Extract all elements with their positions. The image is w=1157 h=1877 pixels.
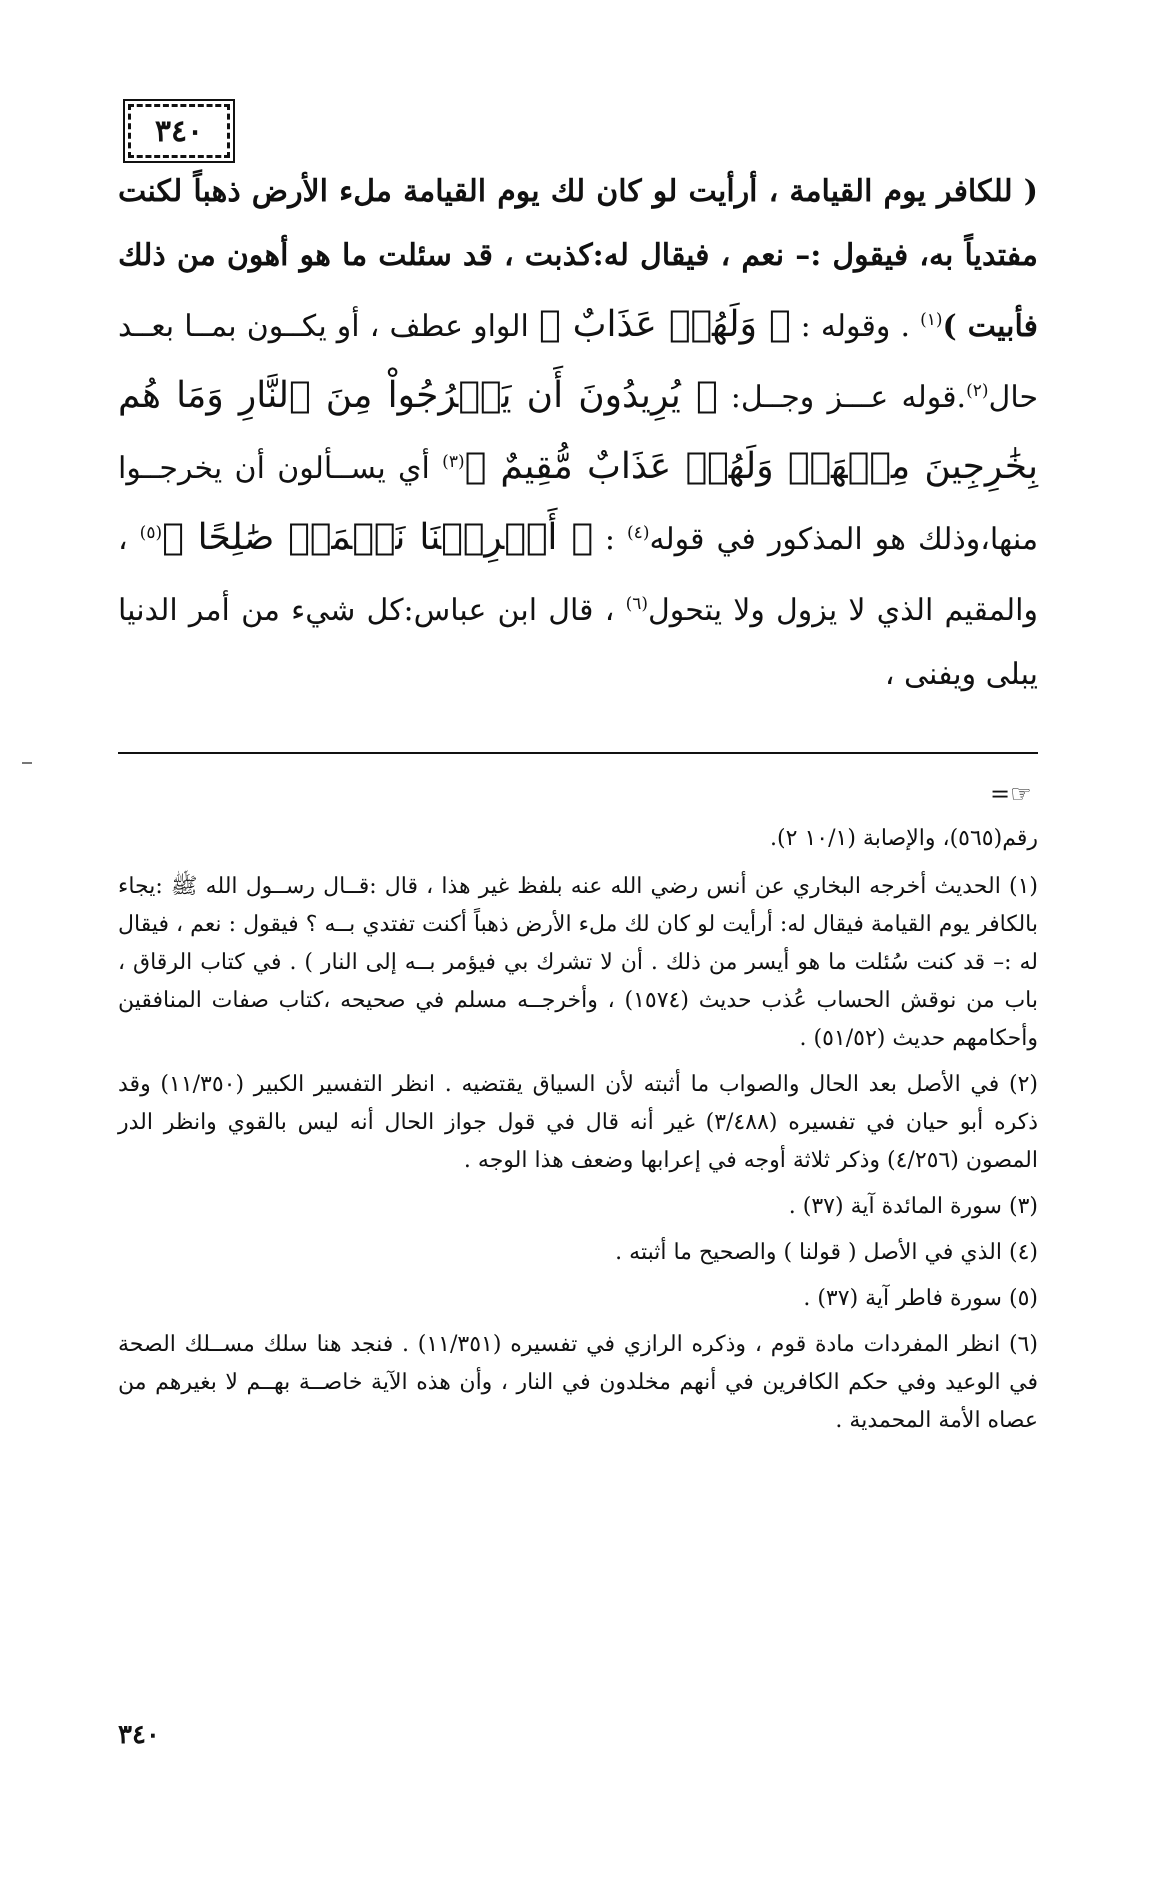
footnote-text: سورة فاطر آية (٣٧) . [803, 1286, 1002, 1311]
footnote-ref-2: (٢) [966, 381, 989, 401]
footnote-number: (٤) [1008, 1240, 1038, 1265]
footnote-number: (٣) [1008, 1194, 1038, 1219]
continuation-marker: =☞ [990, 780, 1032, 808]
text-segment-d: أي يســألون أن يخرجــوا منها،وذلك هو المذكور في قوله [118, 451, 1039, 557]
text-segment-c: .قوله عـــز وجــل: [717, 380, 967, 415]
footnote-divider [118, 752, 1038, 754]
page-number-box [128, 104, 230, 158]
footnote-number: (٢) [1009, 1072, 1039, 1097]
footnote-ref-6: (٦) [625, 594, 648, 614]
hadith-quote: ( للكافر يوم القيامة ، أرأيت لو كان لك يوم القيامة ملء الأرض ذهباً لكنت مفتدياً به، فيقول :– نعم ، فيقال له:كذبت ، قد سئلت ما هو أهون من ذلك فأبيت ) [118, 174, 1039, 344]
footnote-3 [118, 1188, 1038, 1226]
footnote-ref-4: (٤) [627, 523, 650, 543]
footnote-text: انظر المفردات مادة قوم ، وذكره الرازي في تفسيره (١١/٣٥١) . فنجد هنا سلك مســلك الصحة في الوعيد وفي حكم الكافرين في أنهم مخلدون في النار ، وأن هذه الآية خاصــة بهــم لا بغيرهم من عصاه الأمة المحمدية . [118, 1332, 1038, 1433]
quran-verse-a: ﴿ وَلَهُمۡ عَذَابٌ ﴾ [538, 304, 791, 345]
footer-page-number: ٣٤٠ [118, 1720, 160, 1750]
main-paragraph [118, 160, 1038, 707]
quran-verse-b: ﴿ يُرِيدُونَ أَن يَخۡرُجُواْ مِنَ ٱلنَّارِ وَمَا هُم بِخَٰرِجِينَ مِنۡهَاۖ وَلَهُمۡ عَذَابٌ مُّقِيمٌ ﴾ [118, 375, 1038, 487]
footnote-ref-5: (٥) [139, 523, 163, 543]
footnote-ref-1: (١) [920, 310, 943, 330]
text-segment-b: الواو عطف ، أو يكــون بمــا بعــد حال [118, 309, 1038, 415]
text-segment-a: . وقوله : [790, 309, 921, 344]
text-segment-f: ، والمقيم الذي لا يزول ولا يتحول [118, 522, 1038, 628]
header-page-number: ٣٤٠ [154, 113, 204, 149]
footnote-number: (٥) [1008, 1286, 1038, 1311]
footnote-text: سورة المائدة آية (٣٧) . [788, 1194, 1002, 1219]
footnote-text: الحديث أخرجه البخاري عن أنس رضي الله عنه بلفظ غير هذا ، قال :قــال رســول الله ﷺ :يجاء بالكافر يوم القيامة فيقال له: أرأيت لو كان لك ملء الأرض ذهباً أكنت تفتدي بــه ؟ فيقول : نعم ، فيقال له :– قد كنت سُئلت ما هو أيسر من ذلك . أن لا تشرك بي فيؤمر بــه إلى النار ) . في كتاب الرقاق ، باب من نوقش الحساب عُذب حديث (١٥٧٤) ، وأخرجــه مسلم في صحيحه ،كتاب صفات المنافقين وأحكامهم حديث (٥١/٥٢) . [118, 874, 1038, 1051]
footnote-5 [118, 1280, 1038, 1318]
footnote-number: (١) [1008, 874, 1038, 899]
main-text [118, 160, 1038, 707]
footnote-text: في الأصل بعد الحال والصواب ما أثبته لأن السياق يقتضيه . انظر التفسير الكبير (١١/٣٥٠) وقد ذكره أبو حيان في تفسيره (٣/٤٨٨) غير أنه قال في قول جواز الحال أنه ليس بالقوي وانظر الدر المصون (٤/٢٥٦) وذكر ثلاثة أوجه في إعرابها وضعف هذا الوجه . [118, 1072, 1039, 1173]
footnote-2 [118, 1066, 1038, 1180]
footnote-4 [118, 1234, 1038, 1272]
footnote-6 [118, 1326, 1038, 1440]
footnote-1 [118, 868, 1038, 1058]
footnote-continuation: رقم(٥٦٥)، والإصابة (١٠/١ ٢). [770, 826, 1038, 851]
footnote-number: (٦) [1008, 1332, 1038, 1357]
text-segment-e: : [592, 522, 628, 557]
footnote-text: الذي في الأصل ( قولنا ) والصحيح ما أثبته . [615, 1240, 1002, 1265]
margin-mark [22, 762, 32, 764]
quran-verse-c: ﴿ أَخۡرِجۡنَا نَعۡمَلۡ صَٰلِحًا ﴾ [162, 517, 593, 558]
footnote-ref-3: (٣) [442, 452, 465, 472]
text-segment-g: ، قال ابن عباس:كل شيء من أمر الدنيا يبلى ويفنى ، [118, 593, 1038, 692]
footnotes [118, 820, 1038, 1448]
